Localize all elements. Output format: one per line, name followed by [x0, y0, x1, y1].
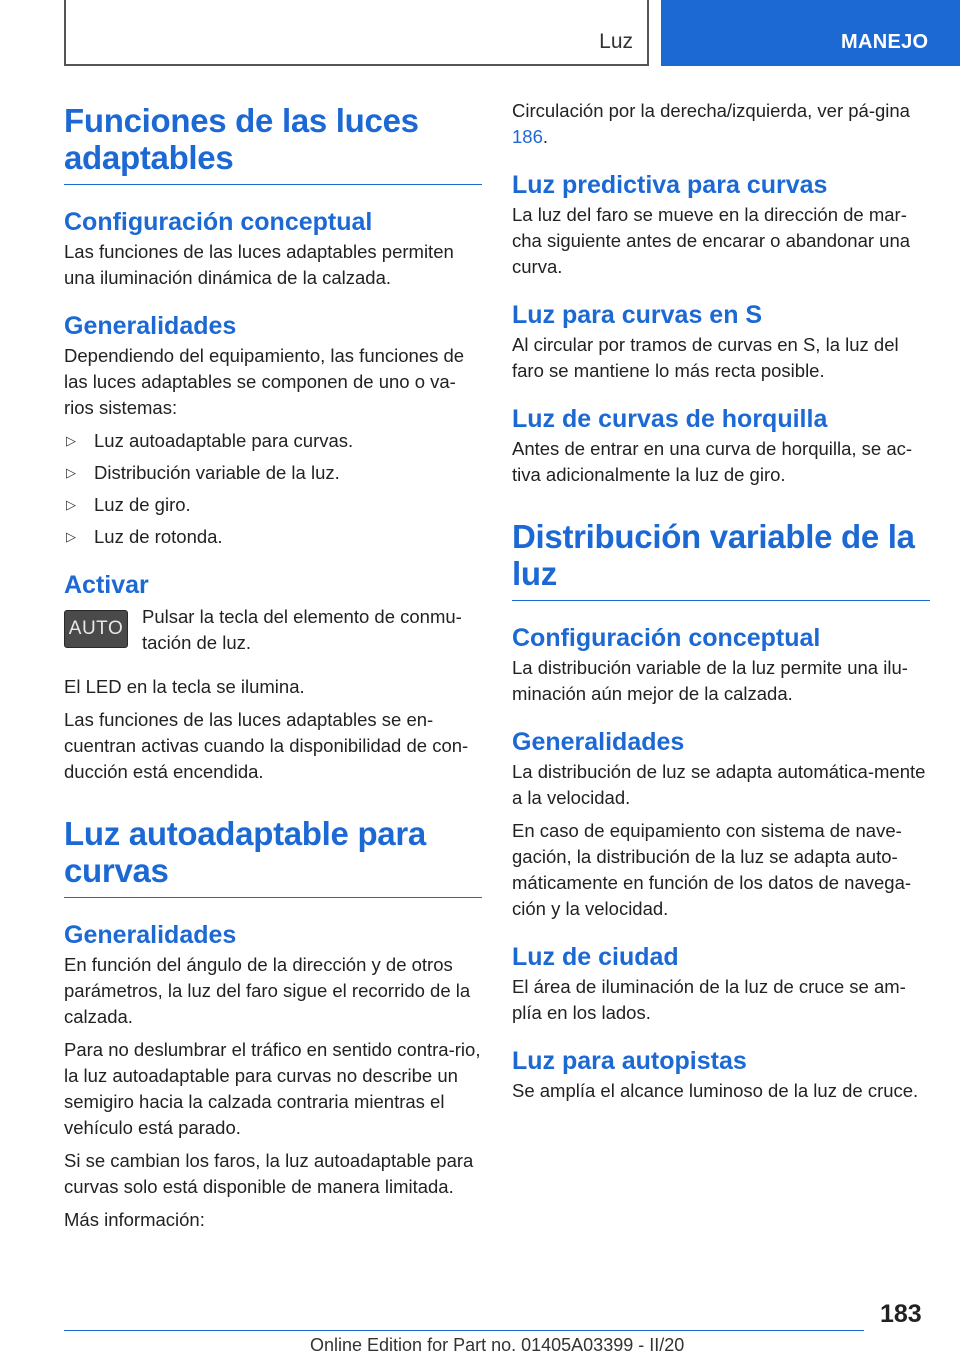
paragraph: Si se cambian los faros, la luz autoadaptable para curvas solo está disponible de manera limitada.: [64, 1150, 474, 1197]
page-reference-link[interactable]: 186: [512, 126, 543, 147]
paragraph: La distribución de luz se adapta automática-mente a la velocidad.: [512, 761, 926, 808]
heading-city-light: Luz de ciudad: [512, 943, 679, 971]
header-chapter-title: MANEJO: [841, 31, 929, 53]
paragraph: Pulsar la tecla del elemento de conmu-tación de luz.: [142, 606, 462, 653]
heading-highway-light: Luz para autopistas: [512, 1047, 747, 1075]
triangle-bullet-icon: ▷: [66, 529, 76, 544]
paragraph: El LED en la tecla se ilumina.: [64, 676, 305, 697]
footer-divider: [64, 1330, 864, 1331]
heading-adaptive-curve-light: Luz autoadaptable para curvas: [64, 815, 482, 898]
paragraph: La distribución variable de la luz permite una ilu-minación aún mejor de la calzada.: [512, 657, 908, 704]
triangle-bullet-icon: ▷: [66, 433, 76, 448]
heading-activate: Activar: [64, 571, 149, 599]
header-chapter-tab: [661, 0, 960, 66]
paragraph: En caso de equipamiento con sistema de nave-gación, la distribución de la luz se adapta auto-máticamente en función de los datos de navega-ción y la velocidad.: [512, 820, 912, 919]
system-list: [64, 428, 482, 550]
right-column: [512, 98, 930, 1111]
heading-concept: Configuración conceptual: [512, 624, 821, 652]
list-item: ▷ Luz autoadaptable para curvas.: [64, 428, 482, 454]
paragraph: Se amplía el alcance luminoso de la luz de cruce.: [512, 1080, 919, 1101]
heading-general: Generalidades: [512, 728, 685, 756]
paragraph: Circulación por la derecha/izquierda, ver pá-gina 186.: [512, 100, 910, 147]
paragraph: Dependiendo del equipamiento, las funciones de las luces adaptables se componen de uno o va-rios sistemas:: [64, 345, 465, 418]
footer-edition: Online Edition for Part no. 01405A03399 - II/20: [310, 1335, 685, 1355]
heading-concept: Configuración conceptual: [64, 208, 373, 236]
triangle-bullet-icon: ▷: [66, 497, 76, 512]
auto-button-icon: AUTO: [64, 610, 128, 648]
triangle-bullet-icon: ▷: [66, 465, 76, 480]
heading-variable-light-distribution: Distribución variable de la luz: [512, 518, 930, 601]
paragraph: La luz del faro se mueve en la dirección de mar-cha siguiente antes de encarar o abandonar una curva.: [512, 204, 911, 277]
left-column: [64, 102, 482, 1240]
heading-s-curve-light: Luz para curvas en S: [512, 301, 763, 329]
paragraph: Al circular por tramos de curvas en S, la luz del faro se mantiene lo más recta posible.: [512, 334, 899, 381]
heading-general: Generalidades: [64, 921, 237, 949]
header-section-title: Luz: [599, 30, 633, 53]
paragraph: Las funciones de las luces adaptables permiten una iluminación dinámica de la calzada.: [64, 241, 454, 288]
paragraph: El área de iluminación de la luz de cruce se am-plía en los lados.: [512, 976, 906, 1023]
heading-general: Generalidades: [64, 312, 237, 340]
paragraph: Antes de entrar en una curva de horquilla, se ac-tiva adicionalmente la luz de giro.: [512, 438, 913, 485]
page-number: 183: [880, 1300, 922, 1328]
paragraph: Para no deslumbrar el tráfico en sentido contra-rio, la luz autoadaptable para curvas no describe un semigiro hacia la calzada contraria mientras el vehículo está parado.: [64, 1039, 481, 1138]
header-section-box: [64, 0, 649, 66]
heading-hairpin-curve-light: Luz de curvas de horquilla: [512, 405, 828, 433]
paragraph: En función del ángulo de la dirección y de otros parámetros, la luz del faro sigue el recorrido de la calzada.: [64, 954, 471, 1027]
heading-predictive-curve-light: Luz predictiva para curvas: [512, 171, 828, 199]
paragraph: Más información:: [64, 1209, 205, 1230]
paragraph: Las funciones de las luces adaptables se en-cuentran activas cuando la disponibilidad de con-ducción está encendida.: [64, 709, 469, 782]
auto-button-instruction: [64, 604, 482, 664]
list-item: ▷ Luz de rotonda.: [64, 524, 482, 550]
heading-adaptive-light-functions: Funciones de las luces adaptables: [64, 102, 482, 185]
list-item: ▷ Distribución variable de la luz.: [64, 460, 482, 486]
list-item: ▷ Luz de giro.: [64, 492, 482, 518]
